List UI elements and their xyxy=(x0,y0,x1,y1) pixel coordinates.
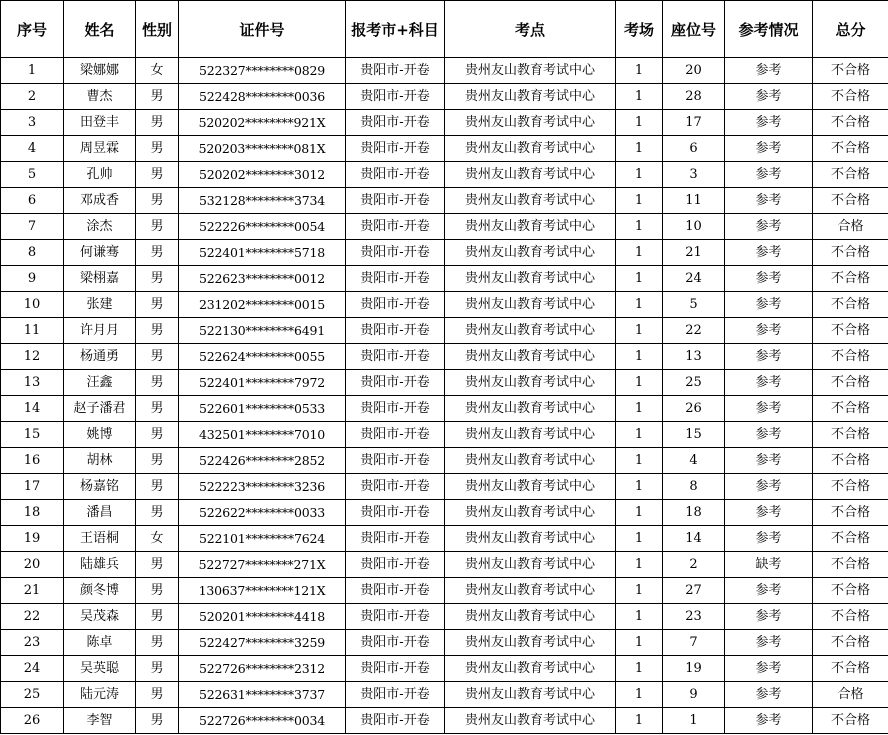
attendance-cell: 参考 xyxy=(725,240,813,266)
seq-cell: 8 xyxy=(1,240,64,266)
id-number-cell: 522226********0054 xyxy=(179,214,346,240)
seq-cell: 19 xyxy=(1,526,64,552)
gender-cell: 男 xyxy=(136,500,179,526)
seat-number-cell: 21 xyxy=(663,240,725,266)
exam-room-cell: 1 xyxy=(616,188,663,214)
exam-site-cell: 贵州友山教育考试中心 xyxy=(445,604,616,630)
header-seat-number: 座位号 xyxy=(663,1,725,58)
exam-site-cell: 贵州友山教育考试中心 xyxy=(445,58,616,84)
header-id-number: 证件号 xyxy=(179,1,346,58)
table-row xyxy=(1,552,888,578)
total-score-cell: 不合格 xyxy=(813,370,888,396)
id-number-cell: 522401********7972 xyxy=(179,370,346,396)
gender-cell: 男 xyxy=(136,422,179,448)
exam-room-cell: 1 xyxy=(616,240,663,266)
id-number-cell: 522426********2852 xyxy=(179,448,346,474)
exam-site-cell: 贵州友山教育考试中心 xyxy=(445,370,616,396)
id-number-cell: 522631********3737 xyxy=(179,682,346,708)
seat-number-cell: 3 xyxy=(663,162,725,188)
city-subject-cell: 贵阳市-开卷 xyxy=(346,370,445,396)
name-cell: 许月月 xyxy=(64,318,136,344)
total-score-cell: 不合格 xyxy=(813,578,888,604)
seq-cell: 15 xyxy=(1,422,64,448)
attendance-cell: 参考 xyxy=(725,214,813,240)
name-cell: 李智 xyxy=(64,708,136,734)
attendance-cell: 参考 xyxy=(725,422,813,448)
name-cell: 孔帅 xyxy=(64,162,136,188)
table-row xyxy=(1,448,888,474)
exam-site-cell: 贵州友山教育考试中心 xyxy=(445,630,616,656)
exam-site-cell: 贵州友山教育考试中心 xyxy=(445,84,616,110)
seat-number-cell: 26 xyxy=(663,396,725,422)
city-subject-cell: 贵阳市-开卷 xyxy=(346,422,445,448)
name-cell: 王语桐 xyxy=(64,526,136,552)
gender-cell: 男 xyxy=(136,110,179,136)
city-subject-cell: 贵阳市-开卷 xyxy=(346,58,445,84)
header-city-subject: 报考市+科目 xyxy=(346,1,445,58)
table-row xyxy=(1,292,888,318)
table-body xyxy=(1,58,888,734)
gender-cell: 男 xyxy=(136,162,179,188)
id-number-cell: 522726********0034 xyxy=(179,708,346,734)
exam-site-cell: 贵州友山教育考试中心 xyxy=(445,110,616,136)
gender-cell: 男 xyxy=(136,370,179,396)
total-score-cell: 不合格 xyxy=(813,240,888,266)
exam-room-cell: 1 xyxy=(616,448,663,474)
name-cell: 梁栩嘉 xyxy=(64,266,136,292)
name-cell: 胡林 xyxy=(64,448,136,474)
total-score-cell: 不合格 xyxy=(813,58,888,84)
city-subject-cell: 贵阳市-开卷 xyxy=(346,526,445,552)
gender-cell: 女 xyxy=(136,58,179,84)
exam-site-cell: 贵州友山教育考试中心 xyxy=(445,708,616,734)
seq-cell: 14 xyxy=(1,396,64,422)
total-score-cell: 合格 xyxy=(813,682,888,708)
attendance-cell: 参考 xyxy=(725,292,813,318)
table-row xyxy=(1,682,888,708)
exam-room-cell: 1 xyxy=(616,578,663,604)
total-score-cell: 不合格 xyxy=(813,266,888,292)
attendance-cell: 参考 xyxy=(725,396,813,422)
table-row xyxy=(1,604,888,630)
id-number-cell: 522622********0033 xyxy=(179,500,346,526)
exam-site-cell: 贵州友山教育考试中心 xyxy=(445,162,616,188)
exam-site-cell: 贵州友山教育考试中心 xyxy=(445,292,616,318)
attendance-cell: 参考 xyxy=(725,110,813,136)
name-cell: 吴茂森 xyxy=(64,604,136,630)
seat-number-cell: 6 xyxy=(663,136,725,162)
gender-cell: 男 xyxy=(136,474,179,500)
seat-number-cell: 2 xyxy=(663,552,725,578)
total-score-cell: 不合格 xyxy=(813,396,888,422)
header-exam-room: 考场 xyxy=(616,1,663,58)
exam-room-cell: 1 xyxy=(616,58,663,84)
seq-cell: 12 xyxy=(1,344,64,370)
seat-number-cell: 25 xyxy=(663,370,725,396)
seq-cell: 13 xyxy=(1,370,64,396)
table-row xyxy=(1,318,888,344)
attendance-cell: 参考 xyxy=(725,708,813,734)
total-score-cell: 不合格 xyxy=(813,708,888,734)
table-row xyxy=(1,188,888,214)
exam-site-cell: 贵州友山教育考试中心 xyxy=(445,240,616,266)
table-row xyxy=(1,214,888,240)
name-cell: 陆元涛 xyxy=(64,682,136,708)
name-cell: 张建 xyxy=(64,292,136,318)
gender-cell: 男 xyxy=(136,630,179,656)
city-subject-cell: 贵阳市-开卷 xyxy=(346,266,445,292)
table-row xyxy=(1,578,888,604)
seq-cell: 20 xyxy=(1,552,64,578)
total-score-cell: 不合格 xyxy=(813,630,888,656)
seat-number-cell: 9 xyxy=(663,682,725,708)
name-cell: 涂杰 xyxy=(64,214,136,240)
table-row xyxy=(1,474,888,500)
gender-cell: 男 xyxy=(136,344,179,370)
exam-site-cell: 贵州友山教育考试中心 xyxy=(445,318,616,344)
name-cell: 姚博 xyxy=(64,422,136,448)
table-row xyxy=(1,266,888,292)
seat-number-cell: 1 xyxy=(663,708,725,734)
attendance-cell: 参考 xyxy=(725,474,813,500)
gender-cell: 男 xyxy=(136,552,179,578)
seq-cell: 26 xyxy=(1,708,64,734)
seat-number-cell: 27 xyxy=(663,578,725,604)
id-number-cell: 522601********0533 xyxy=(179,396,346,422)
attendance-cell: 参考 xyxy=(725,84,813,110)
id-number-cell: 130637********121X xyxy=(179,578,346,604)
table-row xyxy=(1,58,888,84)
gender-cell: 男 xyxy=(136,578,179,604)
total-score-cell: 合格 xyxy=(813,214,888,240)
seq-cell: 25 xyxy=(1,682,64,708)
name-cell: 赵子潘君 xyxy=(64,396,136,422)
seq-cell: 18 xyxy=(1,500,64,526)
attendance-cell: 参考 xyxy=(725,162,813,188)
gender-cell: 男 xyxy=(136,656,179,682)
id-number-cell: 522624********0055 xyxy=(179,344,346,370)
id-number-cell: 532128********3734 xyxy=(179,188,346,214)
gender-cell: 男 xyxy=(136,292,179,318)
exam-room-cell: 1 xyxy=(616,422,663,448)
attendance-cell: 参考 xyxy=(725,188,813,214)
exam-site-cell: 贵州友山教育考试中心 xyxy=(445,448,616,474)
seq-cell: 24 xyxy=(1,656,64,682)
name-cell: 陈卓 xyxy=(64,630,136,656)
total-score-cell: 不合格 xyxy=(813,500,888,526)
table-row xyxy=(1,110,888,136)
id-number-cell: 432501********7010 xyxy=(179,422,346,448)
seq-cell: 7 xyxy=(1,214,64,240)
seq-cell: 16 xyxy=(1,448,64,474)
exam-room-cell: 1 xyxy=(616,162,663,188)
city-subject-cell: 贵阳市-开卷 xyxy=(346,448,445,474)
seat-number-cell: 5 xyxy=(663,292,725,318)
exam-site-cell: 贵州友山教育考试中心 xyxy=(445,266,616,292)
attendance-cell: 参考 xyxy=(725,448,813,474)
gender-cell: 男 xyxy=(136,214,179,240)
exam-site-cell: 贵州友山教育考试中心 xyxy=(445,422,616,448)
seq-cell: 5 xyxy=(1,162,64,188)
seat-number-cell: 23 xyxy=(663,604,725,630)
gender-cell: 男 xyxy=(136,396,179,422)
exam-room-cell: 1 xyxy=(616,500,663,526)
seat-number-cell: 7 xyxy=(663,630,725,656)
exam-room-cell: 1 xyxy=(616,552,663,578)
attendance-cell: 缺考 xyxy=(725,552,813,578)
id-number-cell: 522726********2312 xyxy=(179,656,346,682)
name-cell: 杨嘉铭 xyxy=(64,474,136,500)
exam-room-cell: 1 xyxy=(616,604,663,630)
exam-site-cell: 贵州友山教育考试中心 xyxy=(445,656,616,682)
seat-number-cell: 19 xyxy=(663,656,725,682)
gender-cell: 男 xyxy=(136,448,179,474)
table-row xyxy=(1,136,888,162)
seq-cell: 3 xyxy=(1,110,64,136)
gender-cell: 男 xyxy=(136,266,179,292)
city-subject-cell: 贵阳市-开卷 xyxy=(346,604,445,630)
table-row xyxy=(1,526,888,552)
attendance-cell: 参考 xyxy=(725,58,813,84)
city-subject-cell: 贵阳市-开卷 xyxy=(346,578,445,604)
id-number-cell: 520201********4418 xyxy=(179,604,346,630)
city-subject-cell: 贵阳市-开卷 xyxy=(346,240,445,266)
total-score-cell: 不合格 xyxy=(813,84,888,110)
total-score-cell: 不合格 xyxy=(813,448,888,474)
id-number-cell: 522223********3236 xyxy=(179,474,346,500)
name-cell: 周昱霖 xyxy=(64,136,136,162)
total-score-cell: 不合格 xyxy=(813,318,888,344)
seq-cell: 10 xyxy=(1,292,64,318)
exam-room-cell: 1 xyxy=(616,292,663,318)
gender-cell: 男 xyxy=(136,84,179,110)
table-row xyxy=(1,500,888,526)
table-row xyxy=(1,630,888,656)
total-score-cell: 不合格 xyxy=(813,656,888,682)
city-subject-cell: 贵阳市-开卷 xyxy=(346,110,445,136)
name-cell: 梁娜娜 xyxy=(64,58,136,84)
attendance-cell: 参考 xyxy=(725,136,813,162)
city-subject-cell: 贵阳市-开卷 xyxy=(346,474,445,500)
name-cell: 邓成香 xyxy=(64,188,136,214)
exam-site-cell: 贵州友山教育考试中心 xyxy=(445,500,616,526)
seq-cell: 6 xyxy=(1,188,64,214)
table-row xyxy=(1,344,888,370)
seat-number-cell: 22 xyxy=(663,318,725,344)
gender-cell: 男 xyxy=(136,318,179,344)
total-score-cell: 不合格 xyxy=(813,136,888,162)
seq-cell: 11 xyxy=(1,318,64,344)
name-cell: 何谦骞 xyxy=(64,240,136,266)
exam-room-cell: 1 xyxy=(616,526,663,552)
exam-room-cell: 1 xyxy=(616,136,663,162)
seat-number-cell: 10 xyxy=(663,214,725,240)
id-number-cell: 522327********0829 xyxy=(179,58,346,84)
id-number-cell: 522623********0012 xyxy=(179,266,346,292)
city-subject-cell: 贵阳市-开卷 xyxy=(346,500,445,526)
gender-cell: 女 xyxy=(136,526,179,552)
seat-number-cell: 4 xyxy=(663,448,725,474)
seat-number-cell: 20 xyxy=(663,58,725,84)
exam-room-cell: 1 xyxy=(616,318,663,344)
city-subject-cell: 贵阳市-开卷 xyxy=(346,708,445,734)
attendance-cell: 参考 xyxy=(725,578,813,604)
total-score-cell: 不合格 xyxy=(813,188,888,214)
id-number-cell: 520202********921X xyxy=(179,110,346,136)
city-subject-cell: 贵阳市-开卷 xyxy=(346,396,445,422)
exam-room-cell: 1 xyxy=(616,474,663,500)
exam-site-cell: 贵州友山教育考试中心 xyxy=(445,474,616,500)
exam-site-cell: 贵州友山教育考试中心 xyxy=(445,578,616,604)
attendance-cell: 参考 xyxy=(725,630,813,656)
attendance-cell: 参考 xyxy=(725,604,813,630)
exam-site-cell: 贵州友山教育考试中心 xyxy=(445,396,616,422)
id-number-cell: 522727********271X xyxy=(179,552,346,578)
exam-site-cell: 贵州友山教育考试中心 xyxy=(445,682,616,708)
header-row xyxy=(1,1,888,58)
table-row xyxy=(1,162,888,188)
total-score-cell: 不合格 xyxy=(813,162,888,188)
id-number-cell: 231202********0015 xyxy=(179,292,346,318)
exam-room-cell: 1 xyxy=(616,84,663,110)
table-row xyxy=(1,84,888,110)
seq-cell: 17 xyxy=(1,474,64,500)
total-score-cell: 不合格 xyxy=(813,474,888,500)
header-seq: 序号 xyxy=(1,1,64,58)
exam-room-cell: 1 xyxy=(616,266,663,292)
exam-site-cell: 贵州友山教育考试中心 xyxy=(445,136,616,162)
attendance-cell: 参考 xyxy=(725,318,813,344)
name-cell: 曹杰 xyxy=(64,84,136,110)
seat-number-cell: 18 xyxy=(663,500,725,526)
name-cell: 汪鑫 xyxy=(64,370,136,396)
attendance-cell: 参考 xyxy=(725,656,813,682)
exam-room-cell: 1 xyxy=(616,214,663,240)
exam-room-cell: 1 xyxy=(616,682,663,708)
seq-cell: 2 xyxy=(1,84,64,110)
header-name: 姓名 xyxy=(64,1,136,58)
total-score-cell: 不合格 xyxy=(813,552,888,578)
exam-room-cell: 1 xyxy=(616,370,663,396)
name-cell: 陆雄兵 xyxy=(64,552,136,578)
city-subject-cell: 贵阳市-开卷 xyxy=(346,292,445,318)
total-score-cell: 不合格 xyxy=(813,604,888,630)
name-cell: 潘昌 xyxy=(64,500,136,526)
header-gender: 性别 xyxy=(136,1,179,58)
seat-number-cell: 17 xyxy=(663,110,725,136)
exam-site-cell: 贵州友山教育考试中心 xyxy=(445,214,616,240)
city-subject-cell: 贵阳市-开卷 xyxy=(346,552,445,578)
attendance-cell: 参考 xyxy=(725,682,813,708)
city-subject-cell: 贵阳市-开卷 xyxy=(346,136,445,162)
city-subject-cell: 贵阳市-开卷 xyxy=(346,344,445,370)
id-number-cell: 522401********5718 xyxy=(179,240,346,266)
id-number-cell: 522101********7624 xyxy=(179,526,346,552)
attendance-cell: 参考 xyxy=(725,370,813,396)
exam-site-cell: 贵州友山教育考试中心 xyxy=(445,552,616,578)
gender-cell: 男 xyxy=(136,682,179,708)
name-cell: 田登丰 xyxy=(64,110,136,136)
id-number-cell: 520203********081X xyxy=(179,136,346,162)
gender-cell: 男 xyxy=(136,240,179,266)
table-row xyxy=(1,240,888,266)
attendance-cell: 参考 xyxy=(725,344,813,370)
seat-number-cell: 28 xyxy=(663,84,725,110)
exam-room-cell: 1 xyxy=(616,708,663,734)
city-subject-cell: 贵阳市-开卷 xyxy=(346,318,445,344)
total-score-cell: 不合格 xyxy=(813,292,888,318)
seat-number-cell: 11 xyxy=(663,188,725,214)
gender-cell: 男 xyxy=(136,708,179,734)
header-exam-site: 考点 xyxy=(445,1,616,58)
table-row xyxy=(1,708,888,734)
attendance-cell: 参考 xyxy=(725,526,813,552)
seq-cell: 1 xyxy=(1,58,64,84)
exam-site-cell: 贵州友山教育考试中心 xyxy=(445,344,616,370)
exam-room-cell: 1 xyxy=(616,656,663,682)
exam-site-cell: 贵州友山教育考试中心 xyxy=(445,188,616,214)
seq-cell: 22 xyxy=(1,604,64,630)
gender-cell: 男 xyxy=(136,188,179,214)
exam-room-cell: 1 xyxy=(616,344,663,370)
city-subject-cell: 贵阳市-开卷 xyxy=(346,84,445,110)
id-number-cell: 522428********0036 xyxy=(179,84,346,110)
city-subject-cell: 贵阳市-开卷 xyxy=(346,682,445,708)
id-number-cell: 520202********3012 xyxy=(179,162,346,188)
seq-cell: 21 xyxy=(1,578,64,604)
exam-room-cell: 1 xyxy=(616,396,663,422)
attendance-cell: 参考 xyxy=(725,266,813,292)
city-subject-cell: 贵阳市-开卷 xyxy=(346,656,445,682)
id-number-cell: 522427********3259 xyxy=(179,630,346,656)
total-score-cell: 不合格 xyxy=(813,526,888,552)
total-score-cell: 不合格 xyxy=(813,110,888,136)
city-subject-cell: 贵阳市-开卷 xyxy=(346,162,445,188)
exam-room-cell: 1 xyxy=(616,110,663,136)
gender-cell: 男 xyxy=(136,604,179,630)
city-subject-cell: 贵阳市-开卷 xyxy=(346,630,445,656)
seat-number-cell: 13 xyxy=(663,344,725,370)
seq-cell: 9 xyxy=(1,266,64,292)
header-total-score: 总分 xyxy=(813,1,888,58)
exam-site-cell: 贵州友山教育考试中心 xyxy=(445,526,616,552)
name-cell: 吴英聪 xyxy=(64,656,136,682)
name-cell: 杨通勇 xyxy=(64,344,136,370)
total-score-cell: 不合格 xyxy=(813,344,888,370)
table-row xyxy=(1,422,888,448)
attendance-cell: 参考 xyxy=(725,500,813,526)
id-number-cell: 522130********6491 xyxy=(179,318,346,344)
seq-cell: 23 xyxy=(1,630,64,656)
total-score-cell: 不合格 xyxy=(813,422,888,448)
table-row xyxy=(1,370,888,396)
seat-number-cell: 8 xyxy=(663,474,725,500)
city-subject-cell: 贵阳市-开卷 xyxy=(346,188,445,214)
table-row xyxy=(1,396,888,422)
seq-cell: 4 xyxy=(1,136,64,162)
table-row xyxy=(1,656,888,682)
city-subject-cell: 贵阳市-开卷 xyxy=(346,214,445,240)
gender-cell: 男 xyxy=(136,136,179,162)
seat-number-cell: 15 xyxy=(663,422,725,448)
name-cell: 颜冬博 xyxy=(64,578,136,604)
exam-room-cell: 1 xyxy=(616,630,663,656)
seat-number-cell: 24 xyxy=(663,266,725,292)
header-attendance: 参考情况 xyxy=(725,1,813,58)
seat-number-cell: 14 xyxy=(663,526,725,552)
